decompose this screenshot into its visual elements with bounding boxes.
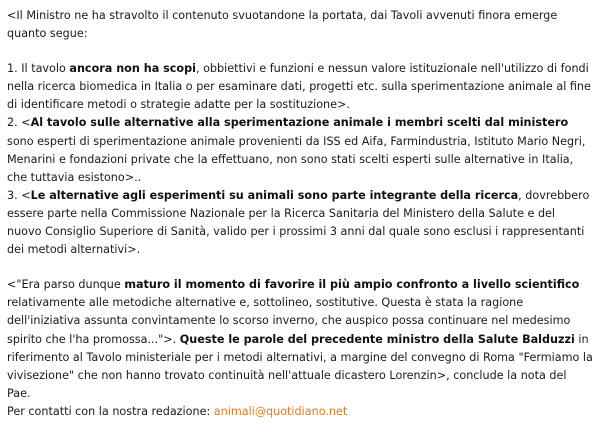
point-3-prefix: 3. < (7, 188, 31, 202)
quote-bold-1: maturo il momento di favorire il più ampio confronto a livello scientifico (124, 278, 580, 292)
quote-rest: in riferimento al Tavolo ministeriale per i metodi alternativi, a margine del convegno di Roma "Fermiamo la vivisezione" che non hanno trovato continuità nell'attuale dicastero Lorenzin>, conclude la nota del Pae. (7, 332, 593, 400)
point-2 (7, 114, 593, 186)
quote-middle: relativamente alle metodiche alternative e, sottolineo, sostitutive. Questa è stata la ragione dell'iniziativa assunta convintamente lo scorso inverno, che auspico possa continuare nel medesimo spirito che l'ha promossa...">. (7, 296, 571, 346)
contact-label: Per contatti con la nostra redazione: (7, 404, 214, 418)
quote-paragraph (7, 276, 593, 403)
intro-paragraph (7, 7, 593, 43)
point-1-prefix: 1. Il tavolo (7, 62, 70, 76)
quote-bold-2: Queste le parole del precedente ministro della Salute Balduzzi (179, 332, 575, 346)
point-2-bold: Al tavolo sulle alternative alla sperimentazione animale i membri scelti dal ministero (30, 116, 569, 130)
contact-email-link[interactable]: animali@quotidiano.net (213, 404, 348, 418)
point-1-text: , obbiettivi e funzioni e nessun valore istituzionale nell'utilizzo di fondi nella ricerca biomedica in Italia o per esaminare dati, progetti etc. sulla sperimentazione animale al fine di identificare metodi o strategie adatte per la sostituzione>. (7, 62, 591, 112)
paragraph-spacer (7, 43, 593, 60)
point-1-bold: ancora non ha scopi (69, 62, 196, 76)
article-body (7, 7, 593, 421)
point-2-text: sono esperti di sperimentazione animale provenienti da ISS ed Aifa, Farmindustria, Istituto Mario Negri, Menarini e fondazioni private che la effettuano, non sono stati scelti esperti sulle alternative in Italia, che tuttavia esistono>.. (7, 134, 586, 184)
point-3 (7, 187, 593, 259)
point-3-text: , dovrebbero essere parte nella Commissione Nazionale per la Ricerca Sanitaria del Ministero della Salute e del nuovo Consiglio Superiore di Sanità, valido per i prossimi 3 anni dal quale sono esclusi i rappresentanti dei metodi alternativi>. (7, 188, 590, 257)
paragraph-spacer (7, 259, 593, 276)
intro-text: <Il Ministro ne ha stravolto il contenuto svuotandone la portata, dai Tavoli avvenuti finora emerge quanto segue: (7, 9, 558, 41)
quote-prefix: <"Era parso dunque (7, 278, 125, 292)
contact-line (7, 403, 593, 421)
point-2-prefix: 2. < (7, 116, 31, 130)
point-1 (7, 60, 593, 114)
point-3-bold: Le alternative agli esperimenti su animali sono parte integrante della ricerca (30, 188, 519, 202)
